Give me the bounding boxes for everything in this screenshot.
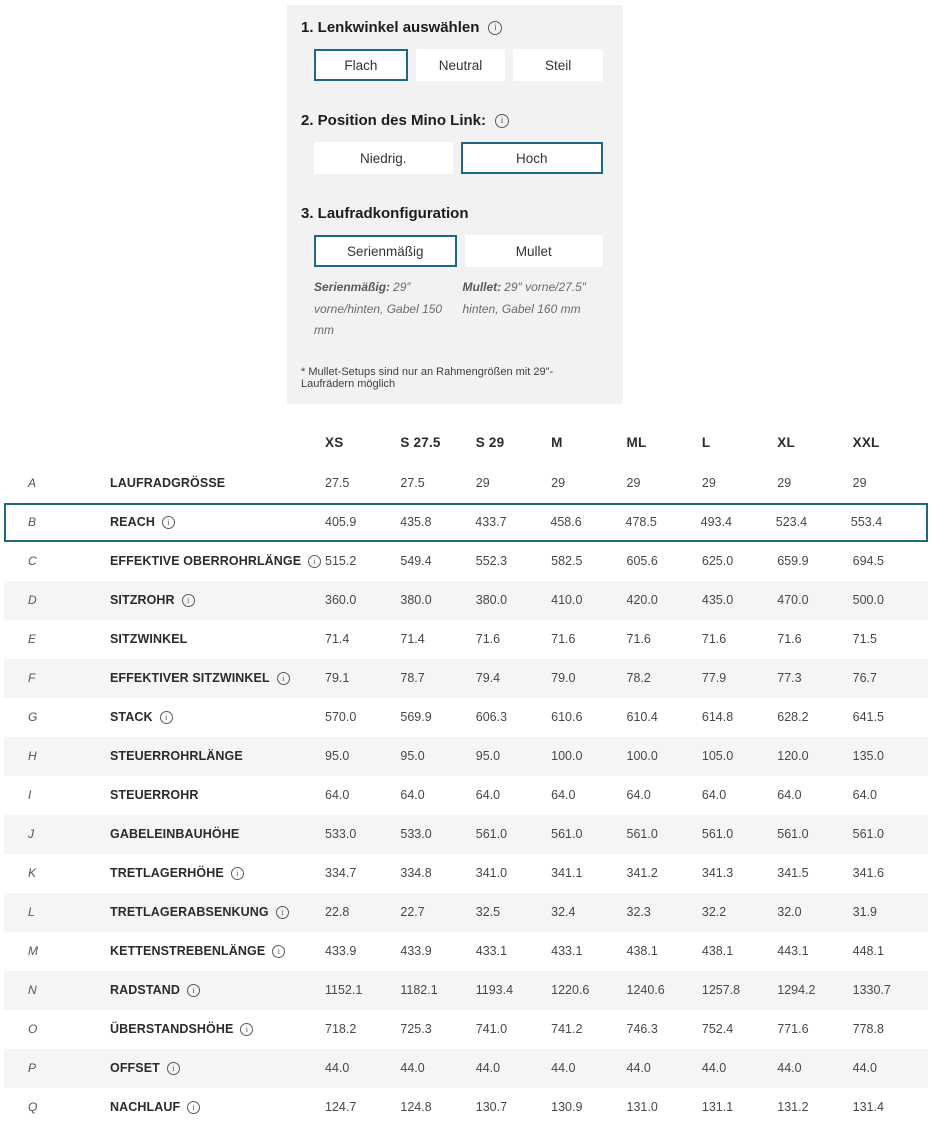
geometry-value: 641.5 [852,710,884,725]
geometry-value: 64.0 [777,788,802,803]
row-label-text: STEUERROHRLÄNGE [110,749,243,764]
geometry-value: 694.5 [852,554,884,569]
option-hoch[interactable]: Hoch [461,142,604,174]
geometry-value: 515.2 [325,554,357,569]
size-column-header: M [551,434,563,450]
geometry-value: 64.0 [475,788,501,803]
row-label-text: OFFSET [110,1061,160,1076]
geometry-value: 32.5 [475,905,501,920]
info-icon[interactable] [308,555,321,568]
geometry-value: 31.9 [852,905,877,920]
geometry-value: 131.0 [626,1100,658,1115]
geometry-value: 29 [701,476,716,491]
geometry-table-row[interactable] [4,581,928,620]
geometry-table [0,421,932,1127]
row-label-text: STACK [110,710,153,725]
geometry-value: 100.0 [551,749,583,764]
row-label [110,944,325,958]
row-label-text: SITZROHR [110,593,175,608]
size-column-header: XL [777,434,795,450]
geometry-value: 44.0 [701,1061,727,1076]
geometry-table-row[interactable] [4,1049,928,1088]
geometry-value: 71.6 [475,632,501,647]
geometry-value: 433.9 [400,944,432,959]
option-flach[interactable]: Flach [314,49,408,81]
geometry-table-row[interactable] [4,464,928,503]
geometry-value: 341.6 [852,866,884,881]
geometry-value: 79.0 [551,671,576,686]
geometry-value: 470.0 [777,593,809,608]
geometry-value: 420.0 [626,593,658,608]
section-laufradkonfiguration-title: 3. Laufradkonfiguration [301,205,469,222]
row-label [110,827,325,841]
geometry-value: 95.0 [400,749,425,764]
info-icon[interactable] [240,1023,253,1036]
geometry-value: 435.0 [701,593,734,608]
geometry-value: 341.2 [626,866,658,881]
geometry-value: 44.0 [400,1061,425,1076]
geometry-value: 71.4 [400,632,425,647]
section-laufradkonfiguration [301,205,603,342]
row-letter: D [28,593,37,608]
geometry-value: 78.2 [626,671,651,686]
geometry-table-row[interactable] [4,659,928,698]
geometry-value: 778.8 [852,1022,884,1037]
geometry-value: 64.0 [400,788,425,803]
row-letter: G [28,710,38,725]
geometry-value: 341.5 [777,866,809,881]
row-label [110,788,325,802]
mino-link-options [314,142,603,174]
geometry-config-panel [287,5,623,404]
row-label-text: KETTENSTREBENLÄNGE [110,944,266,959]
geometry-value: 725.3 [400,1022,432,1037]
geometry-value: 64.0 [325,788,350,803]
row-letter: Q [28,1100,38,1115]
geometry-value: 27.5 [400,476,425,491]
geometry-value: 44.0 [325,1061,350,1076]
geometry-value: 32.4 [551,905,576,920]
geometry-table-row[interactable] [4,1088,928,1127]
row-letter: C [28,554,37,569]
geometry-value: 606.3 [475,710,508,725]
size-column-header: ML [626,434,647,450]
geometry-value: 410.0 [551,593,583,608]
geometry-value: 22.8 [325,905,350,920]
option-mullet[interactable]: Mullet [465,235,604,267]
geometry-value: 614.8 [701,710,734,725]
geometry-value: 625.0 [701,554,734,569]
laufrad-options [314,235,603,267]
geometry-value: 64.0 [551,788,576,803]
row-label [110,671,325,685]
geometry-value: 29 [551,476,566,491]
geometry-value: 334.7 [325,866,357,881]
info-icon[interactable] [488,21,502,35]
laufrad-option-notes [314,277,603,342]
geometry-value: 29 [626,476,641,491]
geometry-table-row[interactable] [4,776,928,815]
row-label-text: SITZWINKEL [110,632,188,647]
geometry-value: 100.0 [626,749,658,764]
size-column-header: XXL [852,434,880,450]
row-label [110,905,325,919]
geometry-value: 523.4 [775,515,808,530]
info-icon[interactable] [272,945,285,958]
serienmaessig-note-lead: Serienmäßig: [314,280,391,294]
geometry-value: 44.0 [475,1061,501,1076]
geometry-value: 659.9 [777,554,809,569]
row-letter: J [28,827,34,842]
row-label-text: EFFEKTIVER SITZWINKEL [110,671,270,686]
geometry-value: 341.1 [551,866,583,881]
info-icon[interactable] [167,1062,180,1075]
geometry-value: 448.1 [852,944,884,959]
geometry-value: 561.0 [551,827,583,842]
row-label-text: ÜBERSTANDSHÖHE [110,1022,234,1037]
geometry-table-header [4,421,928,464]
section-mino-link [301,112,603,174]
geometry-value: 569.9 [400,710,432,725]
row-label-text: NACHLAUF [110,1100,181,1115]
size-column-header: XS [325,434,344,450]
geometry-value: 380.0 [400,593,432,608]
geometry-table-row[interactable] [4,620,928,659]
geometry-table-row[interactable] [4,737,928,776]
geometry-value: 71.5 [852,632,877,647]
geometry-value: 435.8 [400,515,432,530]
row-letter: P [28,1061,37,1076]
info-icon[interactable] [495,114,509,128]
geometry-value: 29 [777,476,792,491]
section-lenkwinkel-heading [301,19,603,36]
info-icon[interactable] [160,711,173,724]
row-label [110,554,325,568]
geometry-value: 478.5 [625,515,657,530]
row-label-text: GABELEINBAUHÖHE [110,827,240,842]
serienmaessig-note-text: 29″ vorne/hinten, Gabel 150 mm [314,280,443,338]
geometry-value: 433.1 [551,944,583,959]
row-letter: M [28,944,38,959]
info-icon[interactable] [231,867,244,880]
geometry-value: 433.9 [325,944,357,959]
row-label [110,749,325,763]
geometry-value: 64.0 [626,788,651,803]
geometry-table-body [0,464,932,1127]
geometry-value: 27.5 [325,476,350,491]
geometry-table-row[interactable] [4,854,928,893]
row-label [110,710,325,724]
row-label [110,1022,325,1036]
geometry-value: 493.4 [700,515,732,530]
info-icon[interactable] [276,906,289,919]
section-mino-link-heading [301,112,603,129]
geometry-value: 64.0 [701,788,727,803]
geometry-value: 561.0 [626,827,658,842]
geometry-value: 22.7 [400,905,425,920]
geometry-table-row[interactable] [4,542,928,581]
serienmaessig-note [314,277,455,342]
row-letter: H [28,749,37,764]
geometry-value: 77.3 [777,671,802,686]
geometry-value: 360.0 [325,593,357,608]
size-column-header: L [701,434,711,450]
geometry-value: 561.0 [852,827,884,842]
row-label [110,1061,325,1075]
geometry-value: 605.6 [626,554,658,569]
geometry-value: 105.0 [701,749,734,764]
geometry-value: 32.2 [701,905,727,920]
option-serienmaessig[interactable]: Serienmäßig [314,235,457,267]
row-label [110,1100,325,1114]
geometry-value: 29 [475,476,490,491]
info-icon[interactable] [162,516,175,529]
geometry-value: 549.4 [400,554,432,569]
geometry-value: 29 [852,476,867,491]
geometry-table-row[interactable] [4,815,928,854]
row-label-text: TRETLAGERABSENKUNG [110,905,269,920]
geometry-value: 79.4 [475,671,501,686]
geometry-value: 130.7 [475,1100,508,1115]
row-letter: A [28,476,37,491]
geometry-value: 741.0 [475,1022,508,1037]
info-icon[interactable] [277,672,290,685]
geometry-table-row[interactable] [4,1010,928,1049]
option-neutral[interactable]: Neutral [416,49,506,81]
geometry-value: 95.0 [475,749,501,764]
geometry-value: 131.1 [701,1100,734,1115]
row-label [110,983,325,997]
geometry-value: 78.7 [400,671,425,686]
section-lenkwinkel-title: 1. Lenkwinkel auswählen [301,19,480,36]
row-letter: K [28,866,37,881]
info-icon[interactable] [187,1101,200,1114]
section-laufradkonfiguration-heading [301,205,603,222]
geometry-table-row[interactable] [4,503,928,542]
geometry-value: 95.0 [325,749,350,764]
geometry-value: 582.5 [551,554,583,569]
geometry-value: 32.0 [777,905,802,920]
section-lenkwinkel [301,19,603,81]
size-column-header: S 27.5 [400,434,441,450]
row-label-text: STEUERROHR [110,788,199,803]
row-letter: N [28,983,37,998]
geometry-value: 341.3 [701,866,734,881]
row-label [110,476,325,490]
geometry-value: 771.6 [777,1022,809,1037]
geometry-value: 561.0 [701,827,734,842]
geometry-value: 433.7 [475,515,507,530]
mullet-note [463,277,604,342]
geometry-value: 746.3 [626,1022,658,1037]
geometry-value: 1193.4 [475,983,514,998]
info-icon[interactable] [182,594,195,607]
geometry-table-row[interactable] [4,893,928,932]
geometry-value: 1257.8 [701,983,741,998]
geometry-value: 44.0 [626,1061,651,1076]
geometry-value: 1182.1 [400,983,438,998]
row-label-text: TRETLAGERHÖHE [110,866,224,881]
geometry-value: 44.0 [777,1061,802,1076]
geometry-value: 405.9 [325,515,357,530]
geometry-value: 71.4 [325,632,350,647]
geometry-value: 628.2 [777,710,809,725]
geometry-value: 79.1 [325,671,350,686]
row-letter: O [28,1022,38,1037]
geometry-value: 1152.1 [325,983,363,998]
option-steil[interactable]: Steil [513,49,603,81]
geometry-value: 32.3 [626,905,651,920]
geometry-value: 124.8 [400,1100,432,1115]
geometry-value: 77.9 [701,671,727,686]
lenkwinkel-options [314,49,603,81]
row-label [110,515,325,529]
geometry-value: 71.6 [551,632,576,647]
size-column-header: S 29 [475,434,505,450]
row-letter: F [28,671,36,686]
geometry-value: 552.3 [475,554,508,569]
geometry-value: 71.6 [777,632,802,647]
geometry-value: 124.7 [325,1100,357,1115]
geometry-value: 130.9 [551,1100,583,1115]
geometry-value: 438.1 [701,944,734,959]
geometry-value: 443.1 [777,944,809,959]
geometry-value: 718.2 [325,1022,357,1037]
geometry-value: 533.0 [400,827,432,842]
geometry-value: 334.8 [400,866,432,881]
geometry-value: 500.0 [852,593,884,608]
geometry-value: 433.1 [475,944,508,959]
mullet-note-text: 29″ vorne/27.5″ hinten, Gabel 160 mm [462,280,587,316]
geometry-value: 131.2 [777,1100,809,1115]
geometry-value: 438.1 [626,944,658,959]
row-letter: I [28,788,32,803]
geometry-value: 76.7 [852,671,877,686]
row-label [110,866,325,880]
geometry-value: 131.4 [852,1100,884,1115]
geometry-value: 135.0 [852,749,884,764]
row-label-text: EFFEKTIVE OBERROHRLÄNGE [110,554,302,569]
row-label-text: REACH [110,515,155,530]
row-label [110,632,325,646]
geometry-value: 561.0 [475,827,508,842]
geometry-table-row[interactable] [4,971,928,1010]
geometry-value: 458.6 [550,515,582,530]
geometry-value: 570.0 [325,710,357,725]
geometry-table-row[interactable] [4,932,928,971]
geometry-value: 752.4 [701,1022,734,1037]
geometry-value: 1240.6 [626,983,665,998]
geometry-value: 610.6 [551,710,583,725]
row-label [110,593,325,607]
geometry-value: 44.0 [551,1061,576,1076]
geometry-value: 1330.7 [852,983,891,998]
section-mino-link-title: 2. Position des Mino Link: [301,112,487,129]
info-icon[interactable] [187,984,200,997]
geometry-value: 71.6 [701,632,727,647]
row-letter: B [28,515,37,530]
geometry-value: 380.0 [475,593,508,608]
geometry-value: 44.0 [852,1061,877,1076]
geometry-value: 71.6 [626,632,651,647]
geometry-value: 1220.6 [551,983,590,998]
geometry-value: 1294.2 [777,983,816,998]
row-letter: L [28,905,35,920]
geometry-value: 741.2 [551,1022,583,1037]
row-label-text: RADSTAND [110,983,181,998]
geometry-table-row[interactable] [4,698,928,737]
mullet-note-lead: Mullet: [462,280,502,294]
geometry-value: 561.0 [777,827,809,842]
row-letter: E [28,632,37,647]
geometry-value: 64.0 [852,788,877,803]
geometry-value: 120.0 [777,749,809,764]
mullet-footnote: * Mullet-Setups sind nur an Rahmengrößen mit 29"-Laufrädern möglich [301,365,554,390]
row-label-text: LAUFRADGRÖSSE [110,476,226,491]
option-niedrig[interactable]: Niedrig. [314,142,453,174]
geometry-value: 533.0 [325,827,357,842]
geometry-value: 341.0 [475,866,508,881]
geometry-value: 610.4 [626,710,658,725]
geometry-value: 553.4 [850,515,883,530]
